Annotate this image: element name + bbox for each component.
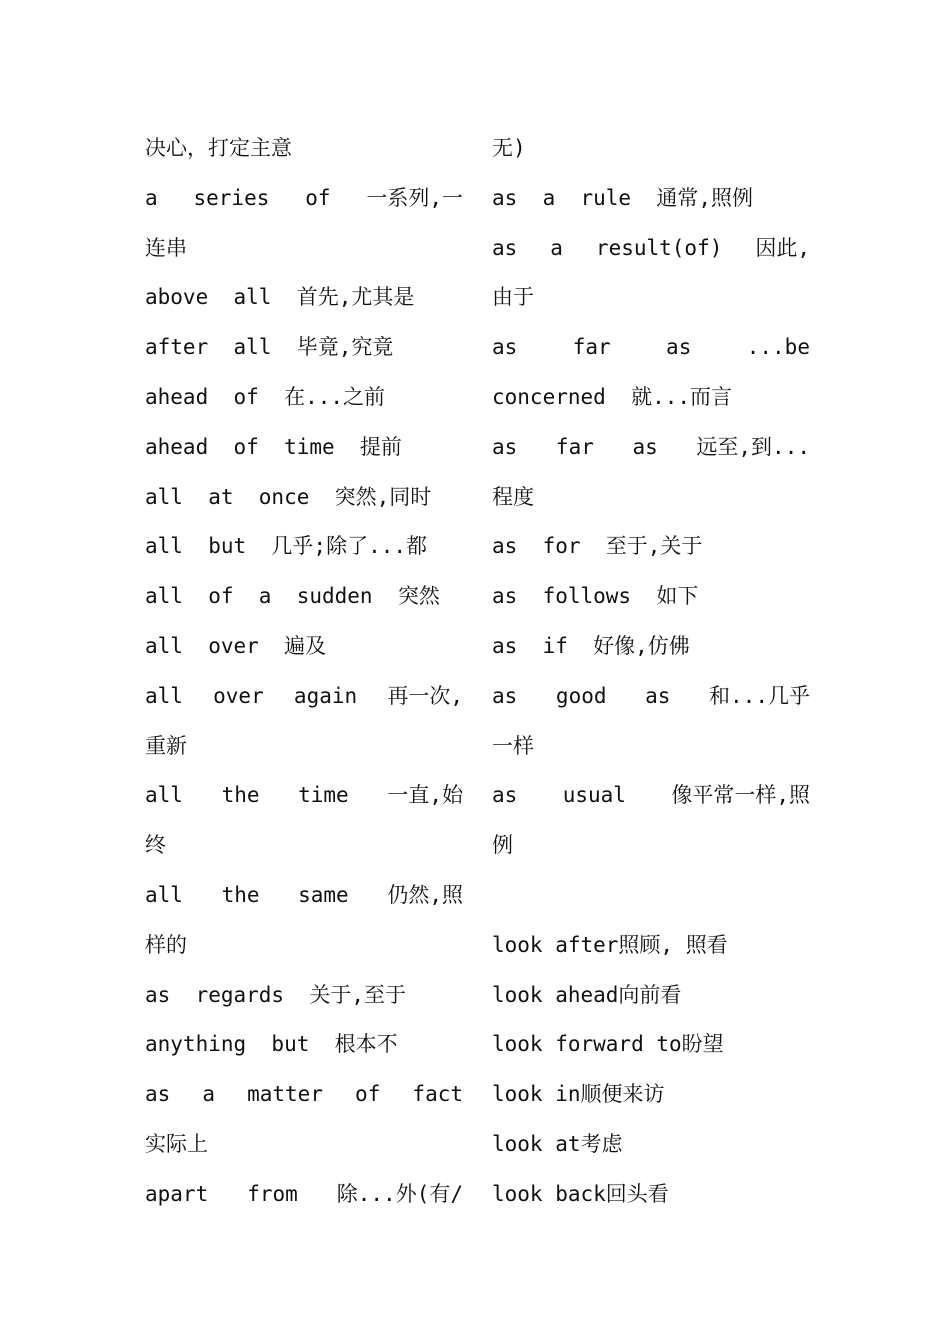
left-column-line-text: after all 毕竟,究竟 [145,335,394,360]
right-column-line [492,722,810,772]
right-column [492,124,810,1220]
right-column-line-text: as [666,335,692,360]
left-column-line-text: the [221,783,260,808]
right-column-line [492,273,810,323]
left-column-line-text: 再一次, [387,683,463,708]
left-column-line-text: again [293,683,358,708]
right-column-line [492,1020,810,1070]
left-column-line-text: 一系列,一 [366,185,463,210]
left-column-line [145,821,463,871]
left-column-line-text: over [213,683,264,708]
right-column-line [492,373,810,423]
left-column-line-text: 终 [145,833,166,858]
left-column-line [145,672,463,722]
right-column-line-text: ...be [746,335,810,360]
right-column-line [492,323,810,373]
right-column-line-text: 无) [492,136,526,160]
left-column-line [145,174,463,224]
left-column-line-text: time [298,783,349,808]
left-column-line-text: 仍然,照 [387,882,463,907]
right-column-line-text: as for 至于,关于 [492,534,703,559]
left-column-line-text: as [145,1082,171,1107]
left-column-line-text: above all 首先,尤其是 [145,285,415,310]
right-column-line-text: look at考虑 [492,1131,623,1156]
left-column-line [145,273,463,323]
left-column-line-text: all of a sudden 突然 [145,584,440,609]
right-column-line [492,921,810,971]
left-column-line-text: all at once 突然,同时 [145,484,432,509]
left-column-line-text: apart [145,1181,209,1206]
left-column-line [145,622,463,672]
left-column-line-text: the [221,882,260,907]
left-column-line [145,323,463,373]
right-column-line [492,174,810,224]
left-column-line [145,423,463,473]
left-column-line-text: 除...外(有/ [336,1181,463,1206]
left-column-line [145,722,463,772]
left-column-line [145,124,463,174]
right-column-line-text: usual [562,783,626,808]
left-column-line-text: of [305,185,331,210]
left-column-line-text: same [298,882,349,907]
right-column-line-text: far [555,434,594,459]
right-column-line-text: good [555,683,607,708]
right-column-line [492,821,810,871]
left-column-line-text: 实际上 [145,1131,208,1156]
right-column-line-text: 例 [492,833,513,858]
right-column-line [492,124,810,174]
left-column-line-text: 样的 [145,932,187,957]
right-column-line [492,473,810,523]
left-column-line [145,1070,463,1120]
left-column-line-text: 重新 [145,733,187,758]
left-column-line-text: a [202,1082,216,1107]
right-column-line-text: as follows 如下 [492,584,699,609]
left-column-line-text: ahead of time 提前 [145,434,402,459]
right-column-line-text: look ahead向前看 [492,982,682,1007]
left-column-line [145,1020,463,1070]
right-column-line-text: result(of) [595,235,723,260]
right-column-line-text: 和...几乎 [709,683,810,708]
left-column-line-text: all but 几乎;除了...都 [145,534,428,559]
right-column-line-text: concerned 就...而言 [492,384,733,409]
left-column [145,124,463,1220]
right-column-line [492,224,810,274]
left-column-line [145,1120,463,1170]
left-column-line [145,224,463,274]
left-column-line-text: all [145,683,183,708]
right-column-line-text: as a rule 通常,照例 [492,185,754,210]
right-column-line [492,1070,810,1120]
right-column-line [492,1120,810,1170]
right-column-line [492,522,810,572]
left-column-line-text: 连串 [145,235,187,260]
left-column-line [145,522,463,572]
right-column-line-text: 一样 [492,733,534,758]
right-column-line-text: look after照顾, 照看 [492,932,728,957]
left-column-line-text: series [193,185,270,210]
right-column-line-text: 由于 [492,285,534,310]
right-column-line-text: as [492,683,518,708]
right-column-line [492,971,810,1021]
right-column-line [492,622,810,672]
right-column-line [492,423,810,473]
right-column-line-text: look in顺便来访 [492,1082,665,1107]
left-column-line-text: all [145,882,183,907]
right-column-line [492,672,810,722]
right-column-line-text: look forward to盼望 [492,1032,724,1057]
left-column-line-text: all over 遍及 [145,633,327,658]
right-column-line-text: 程度 [492,484,534,509]
left-column-line [145,871,463,921]
right-column-line-text: as [645,683,671,708]
right-column-line-text: as [632,434,658,459]
left-column-line-text: fact [412,1082,463,1107]
left-column-line-text: all [145,783,183,808]
left-column-line [145,1170,463,1220]
left-column-line [145,373,463,423]
left-column-line [145,971,463,1021]
right-column-line [492,1170,810,1220]
left-column-line [145,473,463,523]
right-column-line-text: 远至,到... [696,434,810,459]
left-column-line-text: of [355,1082,381,1107]
left-column-line-text: as regards 关于,至于 [145,982,407,1007]
left-column-line-text: matter [247,1082,323,1107]
right-column-line-text: as [492,235,518,260]
right-column-line-text: a [550,235,563,260]
left-column-line [145,921,463,971]
right-column-line [492,572,810,622]
right-column-line-text: 因此, [755,235,810,260]
left-column-line-text: anything but 根本不 [145,1032,398,1057]
left-column-line-text: from [247,1181,298,1206]
right-column-line-text: 像平常一样,照 [671,783,810,808]
left-column-line [145,771,463,821]
left-column-line [145,572,463,622]
right-column-line-text: look back回头看 [492,1181,669,1206]
right-column-line-text: far [572,335,611,360]
right-column-line-text: as [492,335,518,360]
right-column-line-text: as [492,783,518,808]
left-column-line-text: a [145,185,158,210]
left-column-line-text: 一直,始 [387,783,463,808]
left-column-line-text: ahead of 在...之前 [145,384,386,409]
right-column-line [492,771,810,821]
right-column-line-text: as [492,434,518,459]
left-column-line-text: 决心，打定主意 [145,136,292,160]
right-column-line-text: as if 好像,仿佛 [492,633,690,658]
right-column-line [492,871,810,921]
